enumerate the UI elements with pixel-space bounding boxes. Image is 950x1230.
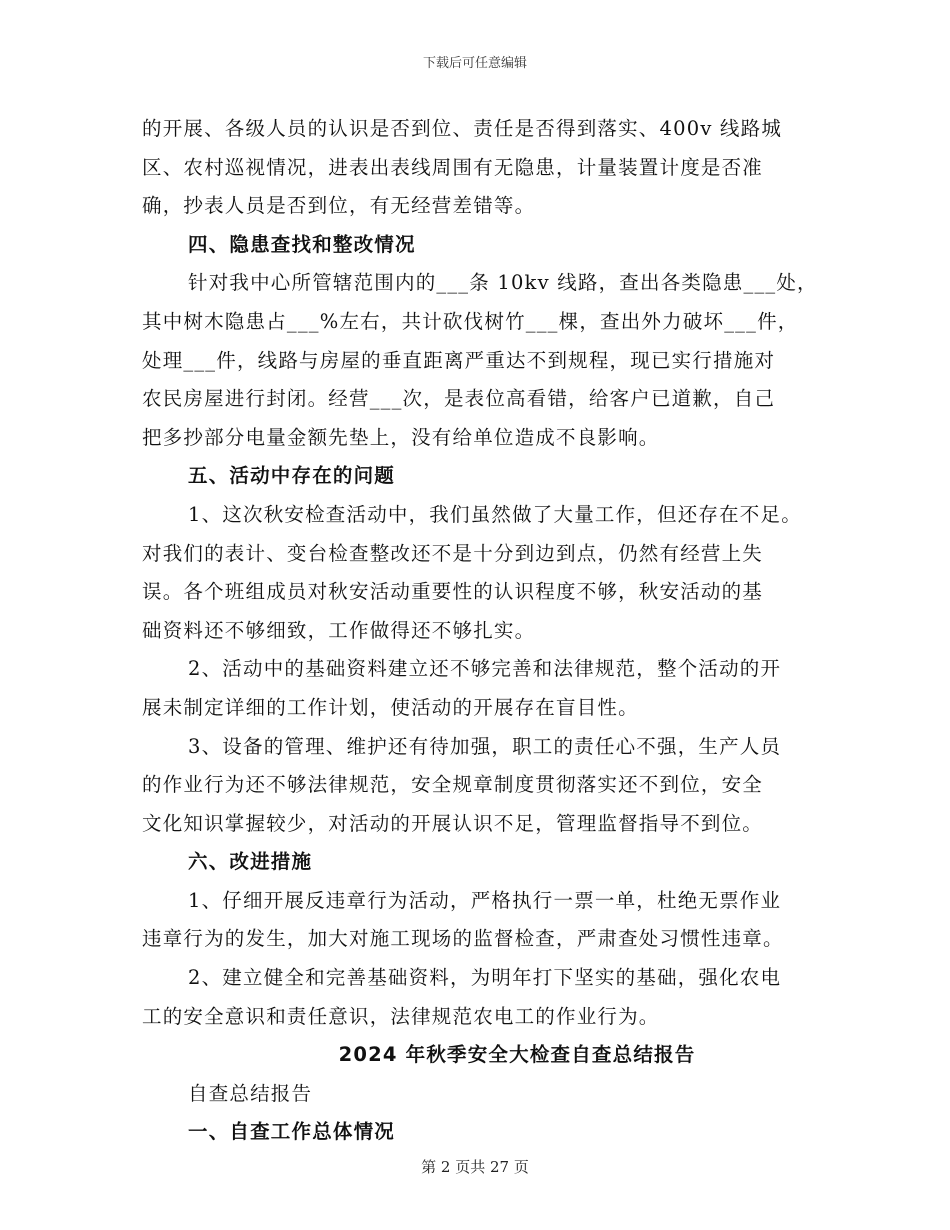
text-line: 误。各个班组成员对秋安活动重要性的认识程度不够，秋安活动的基 [142, 580, 764, 604]
paragraph [142, 728, 812, 844]
paragraph [142, 650, 812, 727]
paragraph [142, 882, 812, 959]
text-line: 工的安全意识和责任意识，法律规范农电工的作业行为。 [142, 1004, 660, 1028]
text-line: 针对我中心所管辖范围内的___条 10kv 线路，查出各类隐患___处， [188, 271, 818, 295]
document-title [142, 1036, 812, 1075]
text-line: 农民房屋进行封闭。经营___次，是表位高看错，给客户已道歉，自己 [142, 387, 776, 411]
page-header: 下载后可任意编辑 [422, 56, 527, 71]
heading-text: 六、改进措施 [188, 850, 313, 874]
text-line: 1、仔细开展反违章行为活动，严格执行一票一单，杜绝无票作业 [188, 888, 782, 912]
text-line: 确，抄表人员是否到位，有无经营差错等。 [142, 194, 536, 218]
text-line: 把多抄部分电量金额先垫上，没有给单位造成不良影响。 [142, 425, 660, 449]
page-number: 第 2 页共 27 页 [421, 1158, 529, 1176]
text-line: 违章行为的发生，加大对施工现场的监督检查，严肃查处习惯性违章。 [142, 927, 784, 951]
text-line: 其中树木隐患占___%左右，共计砍伐树竹___棵，查出外力破坏___件， [142, 309, 799, 333]
section-heading [142, 843, 812, 882]
text-line: 1、这次秋安检查活动中，我们虽然做了大量工作，但还存在不足。 [188, 502, 802, 526]
text-line: 文化知识掌握较少，对活动的开展认识不足，管理监督指导不到位。 [142, 811, 764, 835]
text-line: 础资料还不够细致，工作做得还不够扎实。 [142, 618, 536, 642]
heading-text: 一、自查工作总体情况 [188, 1120, 396, 1144]
text-line: 2、建立健全和完善基础资料，为明年打下坚实的基础，强化农电 [188, 966, 782, 990]
section-heading [142, 226, 812, 265]
section-heading [142, 457, 812, 496]
subtitle-text: 自查总结报告 [188, 1081, 313, 1105]
heading-text: 五、活动中存在的问题 [188, 464, 396, 488]
text-line: 展未制定详细的工作计划，使活动的开展存在盲目性。 [142, 695, 639, 719]
paragraph [142, 264, 818, 457]
text-line: 对我们的表计、变台检查整改还不是十分到边到点，仍然有经营上失 [142, 541, 764, 565]
text-line: 2、活动中的基础资料建立还不够完善和法律规范，整个活动的开 [188, 657, 782, 681]
title-text: 2024 年秋季安全大检查自查总结报告 [338, 1043, 696, 1067]
paragraph [142, 496, 812, 650]
text-line: 的开展、各级人员的认识是否到位、责任是否得到落实、400v 线路城 [142, 117, 783, 140]
document-subtitle [142, 1075, 812, 1114]
text-line: 区、农村巡视情况，进表出表线周围有无隐患，计量装置计度是否准 [142, 155, 764, 179]
paragraph [142, 110, 812, 226]
text-line: 处理___件，线路与房屋的垂直距离严重达不到规程，现已实行措施对 [142, 348, 776, 372]
text-line: 3、设备的管理、维护还有待加强，职工的责任心不强，生产人员 [188, 734, 782, 758]
text-line: 的作业行为还不够法律规范，安全规章制度贯彻落实还不到位，安全 [142, 773, 764, 797]
document-body [142, 110, 818, 1152]
paragraph [142, 959, 812, 1036]
section-heading [142, 1113, 812, 1152]
heading-text: 四、隐患查找和整改情况 [188, 232, 416, 256]
